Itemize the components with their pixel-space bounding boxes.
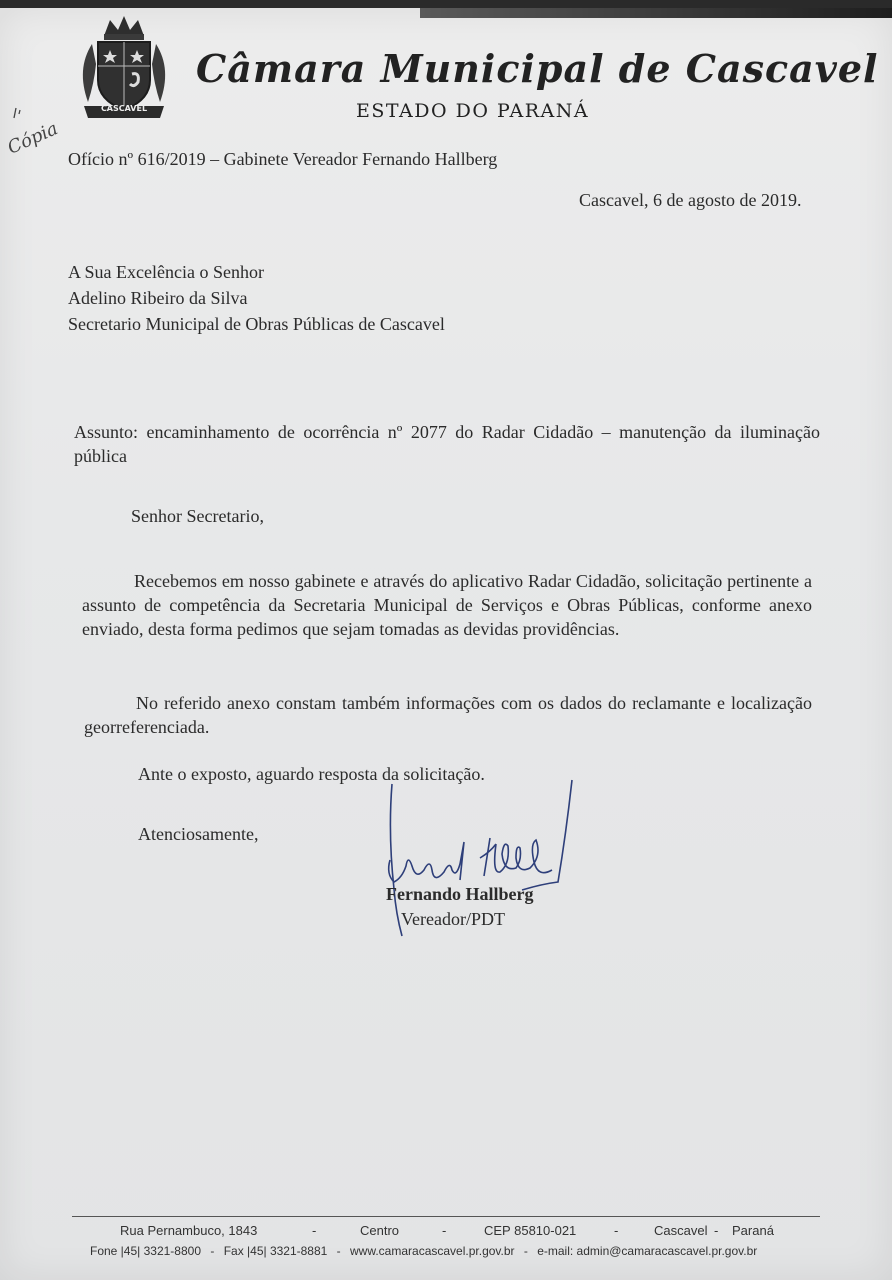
footer-divider (72, 1216, 820, 1217)
footer-phone: Fone |45| 3321-8800 (90, 1244, 201, 1258)
recipient-title: Secretario Municipal de Obras Públicas de Cascavel (68, 314, 445, 334)
footer-separator: - (312, 1223, 317, 1238)
letter-reference: Ofício nº 616/2019 – Gabinete Vereador Fernando Hallberg (68, 149, 498, 169)
recipient-line-1: A Sua Excelência o Senhor (68, 262, 264, 282)
footer-city: Cascavel (654, 1223, 708, 1238)
footer-email-link[interactable]: e-mail: admin@camaracascavel.pr.gov.br (537, 1244, 758, 1258)
footer-state: Paraná (732, 1223, 774, 1238)
footer-separator: - (523, 1244, 528, 1258)
footer-contacts (90, 1244, 763, 1258)
scan-shadow (420, 8, 892, 18)
footer-separator: - (210, 1244, 215, 1258)
salutation: Senhor Secretario, (131, 506, 264, 526)
footer-separator: - (714, 1223, 719, 1238)
body-paragraph-2: No referido anexo constam também informações com os dados do reclamante e localização georreferenciada. (84, 693, 812, 737)
place-date: Cascavel, 6 de agosto de 2019. (579, 190, 802, 210)
handwritten-copy-note (4, 104, 62, 164)
recipient-name: Adelino Ribeiro da Silva (68, 288, 248, 308)
footer-address: Rua Pernambuco, 1843 (120, 1223, 258, 1238)
institution-subtitle: ESTADO DO PARANÁ (356, 100, 590, 122)
signer-name: Fernando Hallberg (386, 884, 534, 904)
body-paragraph-3: Ante o exposto, aguardo resposta da solicitação. (138, 764, 485, 784)
crest-label: CASCAVEL (100, 104, 148, 113)
closing: Atenciosamente, (138, 824, 259, 844)
handwritten-copy-text: Cópia (4, 118, 62, 159)
footer-fax: Fax |45| 3321-8881 (223, 1244, 328, 1258)
letter-page (0, 8, 892, 1280)
signer-role: Vereador/PDT (401, 909, 505, 929)
footer-separator: - (442, 1223, 447, 1238)
institution-title: Câmara Municipal de Cascavel (196, 46, 879, 91)
footer-separator: - (614, 1223, 619, 1238)
footer-cep: CEP 85810-021 (484, 1223, 577, 1238)
footer-website-link[interactable]: www.camaracascavel.pr.gov.br (350, 1244, 515, 1258)
body-paragraph-1: Recebemos em nosso gabinete e através do aplicativo Radar Cidadão, solicitação pertinente a assunto de competência da Secretaria Municipal de Serviços e Obras Públicas, conforme anexo enviado, desta forma pedimos que sejam tomadas as devidas providências. (82, 571, 812, 639)
footer-neighborhood: Centro (360, 1223, 400, 1238)
footer-separator: - (336, 1244, 341, 1258)
subject-line: Assunto: encaminhamento de ocorrência nº 2077 do Radar Cidadão – manutenção da iluminação pública (74, 422, 820, 466)
